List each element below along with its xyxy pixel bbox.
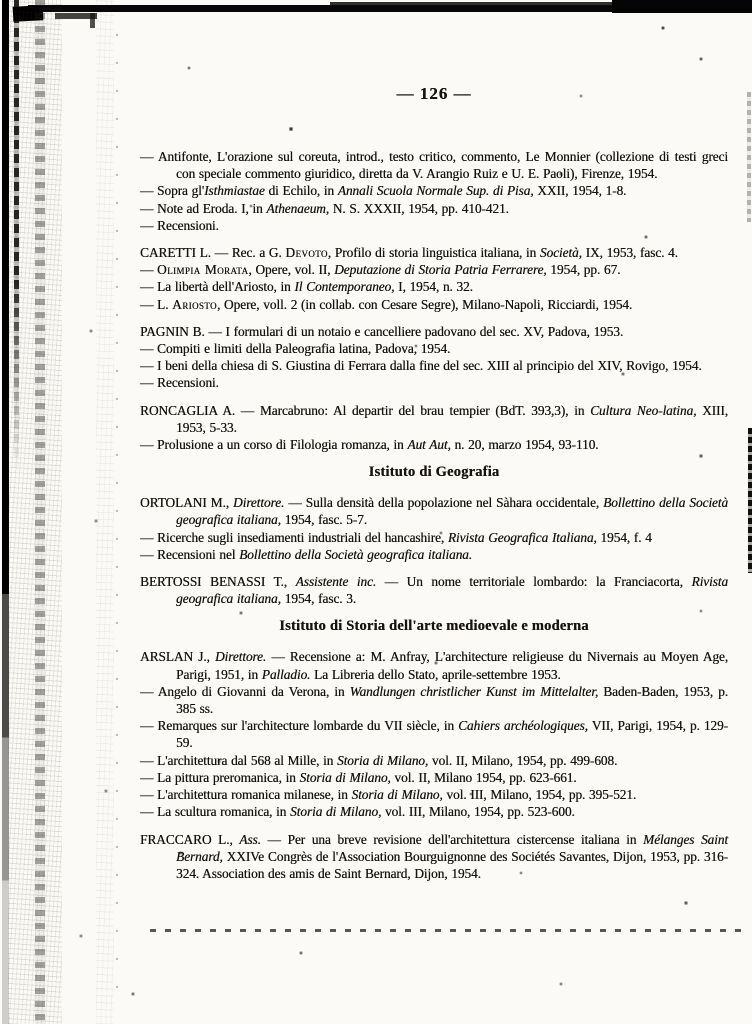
scan-artifact-corner-mark-2 bbox=[90, 13, 95, 28]
entry-text-segment: , Opere, vol. II, bbox=[248, 262, 335, 278]
entry-text-segment: XXIVe Congrès de l'Association Bourguignonne des Sociétés Savantes, Dijon, 1953, pp. 316-324. Association des amis de Saint Bernard, Dijon, 1954. bbox=[176, 848, 728, 881]
entry-text-segment: 1954, pp. 67. bbox=[546, 262, 621, 278]
entry-text-segment: 1954, fasc. 5-7. bbox=[280, 512, 367, 528]
entry-text-segment: Direttore. bbox=[233, 495, 285, 511]
entry-text-segment: Bollettino della Società geografica italiana. bbox=[239, 546, 473, 562]
bibliography-entry bbox=[140, 261, 728, 278]
scan-artifact-top-right-band bbox=[612, 0, 752, 13]
entry-text-segment: Deputazione di Storia Patria Ferrarere, bbox=[334, 262, 547, 278]
entry-text-segment: — Per una breve revisione dell'architettura cistercense italiana in bbox=[260, 831, 644, 847]
bibliography-entry bbox=[140, 717, 728, 751]
entry-text-segment: IX, 1953, fasc. 4. bbox=[581, 245, 678, 261]
binding-dots bbox=[116, 34, 118, 1004]
scan-artifact-left-bar-2 bbox=[14, 0, 19, 470]
scan-artifact-right-streak-2 bbox=[748, 428, 752, 573]
entry-text-segment: La Libreria dello Stato, aprile-settembre 1953. bbox=[310, 666, 561, 682]
entry-text-segment: Aut Aut, bbox=[407, 437, 451, 453]
entry-text-segment: — Recensioni nel bbox=[140, 546, 240, 562]
scan-artifact-top-line bbox=[28, 5, 752, 12]
entry-text-segment: Ass. bbox=[239, 831, 261, 847]
bibliography-entry bbox=[140, 244, 728, 261]
bibliography-entry bbox=[140, 831, 728, 883]
bibliography-entry bbox=[140, 529, 728, 546]
entry-text-segment: BERTOSSI BENASSI T., bbox=[140, 574, 296, 590]
entry-text-segment: Rivista geografica italiana, bbox=[176, 574, 728, 607]
entry-text-segment: — Recensioni. bbox=[140, 375, 219, 391]
entry-text-segment: Ariosto bbox=[172, 296, 217, 312]
scan-artifact-left-bar bbox=[2, 0, 9, 1024]
bibliography-entry bbox=[140, 752, 728, 769]
entry-text-segment: Athenaeum, bbox=[266, 200, 329, 216]
publication-group bbox=[140, 244, 728, 313]
entry-text-segment: vol. II, Milano 1954, pp. 623-661. bbox=[390, 769, 577, 785]
entry-text-segment: Direttore. bbox=[214, 649, 267, 665]
bibliography-entry bbox=[140, 402, 728, 436]
entry-text-segment: CARETTI L. — Rec. a G. bbox=[140, 245, 286, 261]
bibliography-entry bbox=[140, 148, 728, 182]
entry-text-segment: vol. II, Milano, 1954, pp. 499-608. bbox=[428, 752, 618, 768]
entry-text-segment: , Opere, voll. 2 (in collab. con Cesare Segre), Milano-Napoli, Ricciardi, 1954. bbox=[216, 296, 633, 312]
entry-text-segment: n. 20, marzo 1954, 93-110. bbox=[450, 437, 599, 453]
entry-text-segment: Rivista Geografica Italiana, bbox=[447, 529, 597, 545]
entry-text-segment: Palladio. bbox=[261, 666, 311, 682]
entry-text-segment: — Ricerche sugli insediamenti industriali del hancashire, bbox=[140, 529, 448, 545]
entry-text-segment: — Recensioni. bbox=[140, 217, 219, 233]
bibliography-entry bbox=[140, 494, 728, 528]
entry-text-segment: ORTOLANI M., bbox=[140, 495, 233, 511]
entry-text-segment: Il Contemporaneo, bbox=[294, 279, 395, 295]
entry-text-segment: Assistente inc. bbox=[295, 574, 377, 590]
entry-text-segment: Baden-Baden, 1953, p. 385 ss. bbox=[176, 683, 729, 717]
entry-text-segment: di Echilo, in bbox=[264, 183, 338, 199]
entry-text-segment: — Un nome territoriale lombardo: la Franciacorta, bbox=[376, 574, 692, 590]
entry-text-segment: — Compiti e limiti della Paleografia latina, Padova, 1954. bbox=[140, 341, 451, 357]
publication-group bbox=[140, 148, 728, 234]
scan-artifact-corner-mark bbox=[55, 13, 97, 19]
entry-text-segment: Società, bbox=[539, 245, 582, 261]
entry-text-segment: VII, Parigi, 1954, p. 129-59. bbox=[176, 718, 728, 751]
bibliography-entry bbox=[140, 278, 728, 295]
entry-text-segment: — La scultura romanica, in bbox=[140, 804, 291, 820]
page-content bbox=[140, 84, 728, 892]
entry-text-segment: — Prolusione a un corso di Filologia romanza, in bbox=[140, 437, 408, 453]
entry-text-segment: Cahiers archéologiques, bbox=[458, 718, 588, 734]
entry-text-segment: ARSLAN J., bbox=[140, 649, 215, 665]
entry-text-segment: , Profilo di storia linguistica italiana, in bbox=[327, 245, 540, 261]
entry-text-segment: I, 1954, n. 32. bbox=[394, 279, 473, 295]
scan-artifact-right-streak bbox=[747, 92, 751, 222]
entry-text-segment: 1954, f. 4 bbox=[596, 529, 652, 545]
entry-text-segment: — La pittura preromanica, in bbox=[140, 769, 300, 785]
bibliography-entry bbox=[140, 786, 728, 803]
entry-text-segment: — L'architettura romanica milanese, in bbox=[140, 787, 352, 803]
entry-text-segment: Devoto bbox=[285, 245, 328, 261]
entry-text-segment: — L'architettura dal 568 al Mille, in bbox=[140, 752, 337, 768]
bibliography-entry bbox=[140, 573, 728, 607]
bibliography-entry bbox=[140, 803, 728, 820]
entry-text-segment: Storia di Milano, bbox=[336, 752, 429, 768]
scan-artifact-corner-blob bbox=[13, 5, 44, 22]
bibliography-entry bbox=[140, 340, 728, 357]
entry-text-segment: PAGNIN B. — I formulari di un notaio e cancelliere padovano del sec. XV, Padova, 1953. bbox=[140, 323, 624, 339]
bibliography-entry bbox=[140, 436, 728, 453]
entry-text-segment: RONCAGLIA A. — Marcabruno: Al departir del brau tempier (BdT. 393,3), in bbox=[140, 402, 591, 418]
entry-text-segment: XIII, 1953, 5-33. bbox=[176, 402, 728, 435]
bibliography-entry bbox=[140, 182, 728, 199]
entry-text-segment: Olimpia Morata bbox=[157, 262, 249, 278]
entry-text-segment: — Angelo di Giovanni da Verona, in bbox=[140, 683, 350, 699]
entry-text-segment: Cultura Neo-latina, bbox=[590, 402, 697, 418]
entry-text-segment: Storia di Milano, bbox=[299, 769, 391, 785]
scan-artifact-top-line-2 bbox=[330, 2, 630, 6]
entry-text-segment: 1954, fasc. 3. bbox=[280, 591, 356, 607]
entry-text-segment: — bbox=[140, 262, 158, 278]
publication-group bbox=[140, 648, 728, 820]
entry-text-segment: — Recensione a: M. Anfray, L'architecture religieuse du Nivernais au Moyen Age, Parigi, 1951, in bbox=[176, 649, 729, 682]
bibliography-entry bbox=[140, 769, 728, 786]
entry-text-segment: — Note ad Eroda. I, in bbox=[140, 200, 267, 216]
entry-text-segment: Storia di Milano, bbox=[351, 787, 443, 803]
publication-group bbox=[140, 573, 728, 607]
entry-text-segment: XXII, 1954, 1-8. bbox=[533, 183, 627, 199]
entry-text-segment: Wandlungen christlicher Kunst im Mittelalter, bbox=[349, 683, 599, 699]
entry-text-segment: — L. bbox=[140, 296, 173, 312]
entry-text-segment: Bollettino della Società geografica italiana, bbox=[176, 495, 728, 528]
entry-text-segment: Storia di Milano, bbox=[290, 804, 382, 820]
bibliography-entry bbox=[140, 323, 728, 340]
scan-artifact-specks bbox=[0, 0, 2, 2]
publication-group bbox=[140, 323, 728, 392]
scan-artifact-bottom-dashes bbox=[150, 929, 745, 932]
publication-group bbox=[140, 402, 728, 454]
page-number: — 126 — bbox=[396, 84, 472, 103]
entry-text-segment: vol. III, Milano, 1954, pp. 523-600. bbox=[381, 804, 575, 820]
entry-text-segment: — Remarques sur l'architecture lombarde du VII siècle, in bbox=[140, 718, 459, 734]
entry-text-segment: N. S. XXXII, 1954, pp. 410-421. bbox=[328, 200, 509, 216]
bibliography-entry bbox=[140, 200, 728, 217]
entry-text-segment: — Antifonte, L'orazione sul coreuta, introd., testo critico, commento, Le Monnier (collezione di testi greci con speciale commento giuridico, diretta da V. Arangio Ruiz e U. E. Paoli), Firenze, 1954. bbox=[140, 149, 728, 182]
bibliography-entry bbox=[140, 546, 728, 563]
entry-text-segment: — La libertà dell'Ariosto, in bbox=[140, 279, 295, 295]
entry-text-segment: FRACCARO L., bbox=[140, 831, 240, 847]
entry-text-segment: Annali Scuola Normale Sup. di Pisa, bbox=[337, 183, 534, 199]
entry-text-segment: — I beni della chiesa di S. Giustina di Ferrara dalla fine del sec. XIII al principio del XIV, Rovigo, 1954. bbox=[140, 358, 702, 374]
bibliography bbox=[140, 148, 728, 882]
entry-text-segment: — Sulla densità della popolazione nel Sàhara occidentale, bbox=[284, 495, 604, 511]
publication-group bbox=[140, 494, 728, 563]
entry-text-segment: — Sopra gl' bbox=[140, 183, 205, 199]
entry-text-segment: vol. III, Milano, 1954, pp. 395-521. bbox=[442, 787, 637, 803]
entry-text-segment: Mélanges Saint Bernard, bbox=[176, 831, 728, 864]
scan-artifact-left-band bbox=[35, 0, 45, 1024]
bibliography-entry bbox=[140, 374, 728, 391]
section-heading: Istituto di Storia dell'arte medioevale e moderna bbox=[279, 618, 589, 635]
section-heading: Istituto di Geografia bbox=[368, 464, 500, 481]
bibliography-entry bbox=[140, 648, 728, 682]
scan-artifact-left-speckle-2 bbox=[96, 0, 114, 1024]
bibliography-entry bbox=[140, 217, 728, 234]
publication-group bbox=[140, 831, 728, 883]
bibliography-entry bbox=[140, 357, 728, 374]
entry-text-segment: Isthmiastae bbox=[204, 183, 265, 199]
scan-artifact-left-speckle bbox=[8, 0, 62, 1024]
bibliography-entry bbox=[140, 683, 728, 717]
bibliography-entry bbox=[140, 296, 728, 313]
